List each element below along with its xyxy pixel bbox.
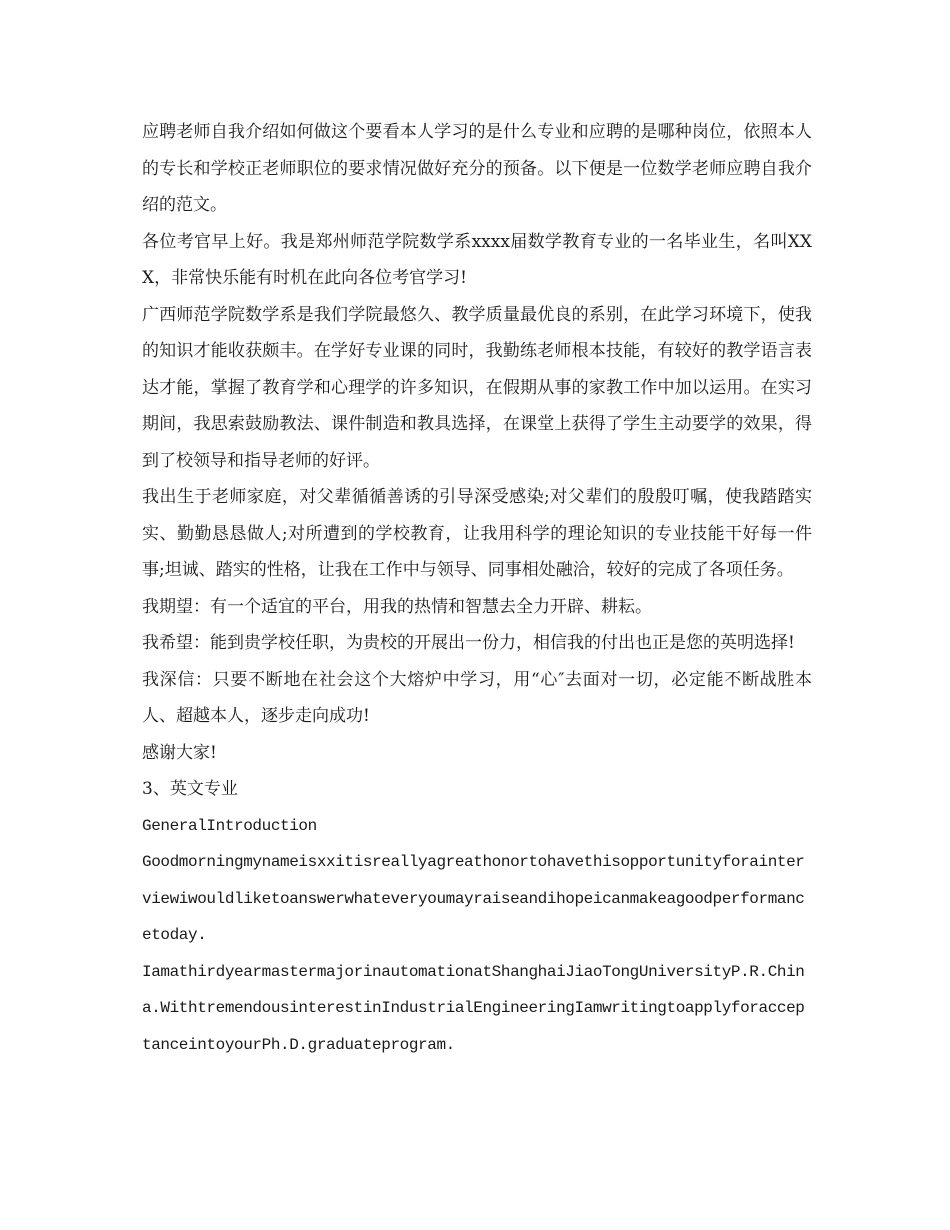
english-paragraph-background: IamathirdyearmastermajorinautomationatShanghaiJiaoTongUniversityP.R.China.WithtremendousinterestinIndustrialEngineeringIamwritingtoapplyforacceptanceintoyourPh.D.graduateprogram. <box>142 962 805 1054</box>
paragraph-intro: 应聘老师自我介绍如何做这个要看本人学习的是什么专业和应聘的是哪种岗位，依照本人的专长和学校正老师职位的要求情况做好充分的预备。以下便是一位数学老师应聘自我介绍的范文。 <box>142 122 812 215</box>
paragraph-greeting: 各位考官早上好。我是郑州师范学院数学系xxxx届数学教育专业的一名毕业生，名叫XXX，非常快乐能有时机在此向各位考官学习! <box>142 231 812 288</box>
document-page <box>142 114 812 1063</box>
paragraph-hope: 我期望：有一个适宜的平台，用我的热情和智慧去全力开辟、耕耘。 <box>142 596 652 617</box>
paragraph-thanks: 感谢大家! <box>142 742 217 763</box>
paragraph-education: 广西师范学院数学系是我们学院最悠久、教学质量最优良的系别，在此学习环境下，使我的知识才能收获颇丰。在学好专业课的同时，我勤练老师根本技能，有较好的教学语言表达才能，掌握了教育学和心理学的许多知识，在假期从事的家教工作中加以运用。在实习期间，我思索鼓励教法、课件制造和教具选择，在课堂上获得了学生主动要学的效果，得到了校领导和指导老师的好评。 <box>142 304 812 471</box>
english-heading: GeneralIntroduction <box>142 816 317 835</box>
paragraph-belief: 我深信：只要不断地在社会这个大熔炉中学习，用“心″去面对一切，必定能不断战胜本人、超越本人，逐步走向成功! <box>142 669 812 726</box>
english-paragraph-greeting: Goodmorningmynameisxxitisreallyagreathonortohavethisopportunityforainterviewiwouldliketoanswerwhateveryoumayraiseandihopeicanmakeagoodperformancetoday. <box>142 853 805 944</box>
paragraph-wish: 我希望：能到贵学校任职，为贵校的开展出一份力，相信我的付出也正是您的英明选择! <box>142 633 795 653</box>
section-heading-english: 3、英文专业 <box>142 779 238 799</box>
paragraph-background: 我出生于老师家庭，对父辈循循善诱的引导深受感染;对父辈们的殷殷叮嘱，使我踏踏实实、勤勤恳恳做人;对所遭到的学校教育，让我用科学的理论知识的专业技能干好每一件事;坦诚、踏实的性格，让我在工作中与领导、同事相处融洽，较好的完成了各项任务。 <box>142 487 812 580</box>
